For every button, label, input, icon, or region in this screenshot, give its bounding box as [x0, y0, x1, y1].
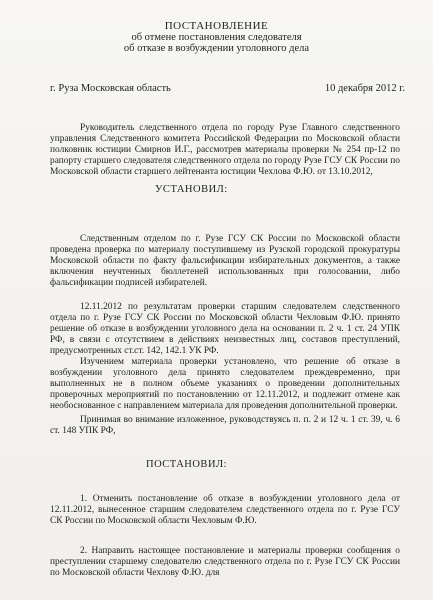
heading-established: УСТАНОВИЛ: — [155, 184, 228, 195]
heading-resolved: ПОСТАНОВИЛ: — [146, 459, 228, 470]
paragraph-review-findings: Изучением материала проверки установлено, что решение об отказе в возбуждении уголовного дела принято следователем преждевременно, при выполненных не в полном объеме указаниях о проведении дополнительных проверочных мероприятий по постановлению от 12.11.2012, и подлежит отмене как необоснованное с направлением материала для проведения дополнительной проверки. — [50, 357, 400, 411]
document-date: 10 декабря 2012 г. — [324, 83, 405, 94]
paragraph-item-2: 2. Направить настоящее постановление и материалы проверки сообщения о преступлении старшему следователю следственного отдела по г. Рузе ГСУ СК России по Московской области Чехлову Ф.Ю. для — [50, 546, 400, 578]
paragraph-investigation: Следственным отделом по г. Рузе ГСУ СК России по Московской области проведена проверка по материалу поступившему из Рузской городской прокуратуры Московской области по факту фальсификации избирательных документов, а также включения неучтенных бюллетеней использованных при голосовании, либо фальсификации подписей избирателей. — [50, 234, 400, 288]
document-subtitle-line-2: об отказе в возбуждении уголовного дела — [123, 43, 310, 54]
document-subtitle-line-1: об отмене постановления следователя — [131, 32, 302, 43]
document-place: г. Руза Московская область — [50, 83, 171, 94]
paragraph-refusal-decision: 12.11.2012 по результатам проверки старшим следователем следственного отдела по г. Рузе ГСУ СК России по Московской области Чехловым Ф.Ю. принято решение об отказе в возбуждении уголовного дела на основании п. 2 ч. 1 ст. 24 УПК РФ, в связи с отсутствием в действиях неизвестных лиц, составов преступлений, предусмотренных ст.ст. 142, 142.1 УК РФ. — [50, 302, 400, 356]
document-title: ПОСТАНОВЛЕНИЕ — [164, 20, 269, 32]
paragraph-legal-basis: Принимая во внимание изложенное, руководствуясь п. п. 2 и 12 ч. 1 ст. 39, ч. 6 ст. 148 УПК РФ, — [50, 415, 400, 436]
paragraph-preamble: Руководитель следственного отдела по городу Рузе Главного следственного управления Следственного комитета Российской Федерации по Московской области полковник юстиции Смирнов И.Г., рассмотрев материалы проверки № 254 пр-12 по рапорту старшего следователя следственного отдела по городу Рузе ГСУ СК России по Московской области старшего лейтенанта юстиции Чехлова Ф.Ю. от 13.10.2012, — [50, 123, 400, 177]
paragraph-item-1: 1. Отменить постановление об отказе в возбуждении уголовного дела от 12.11.2012, вынесенное старшим следователем следственного отдела по г. Рузе ГСУ СК России по Московской области Чехловым Ф.Ю. — [50, 494, 400, 526]
